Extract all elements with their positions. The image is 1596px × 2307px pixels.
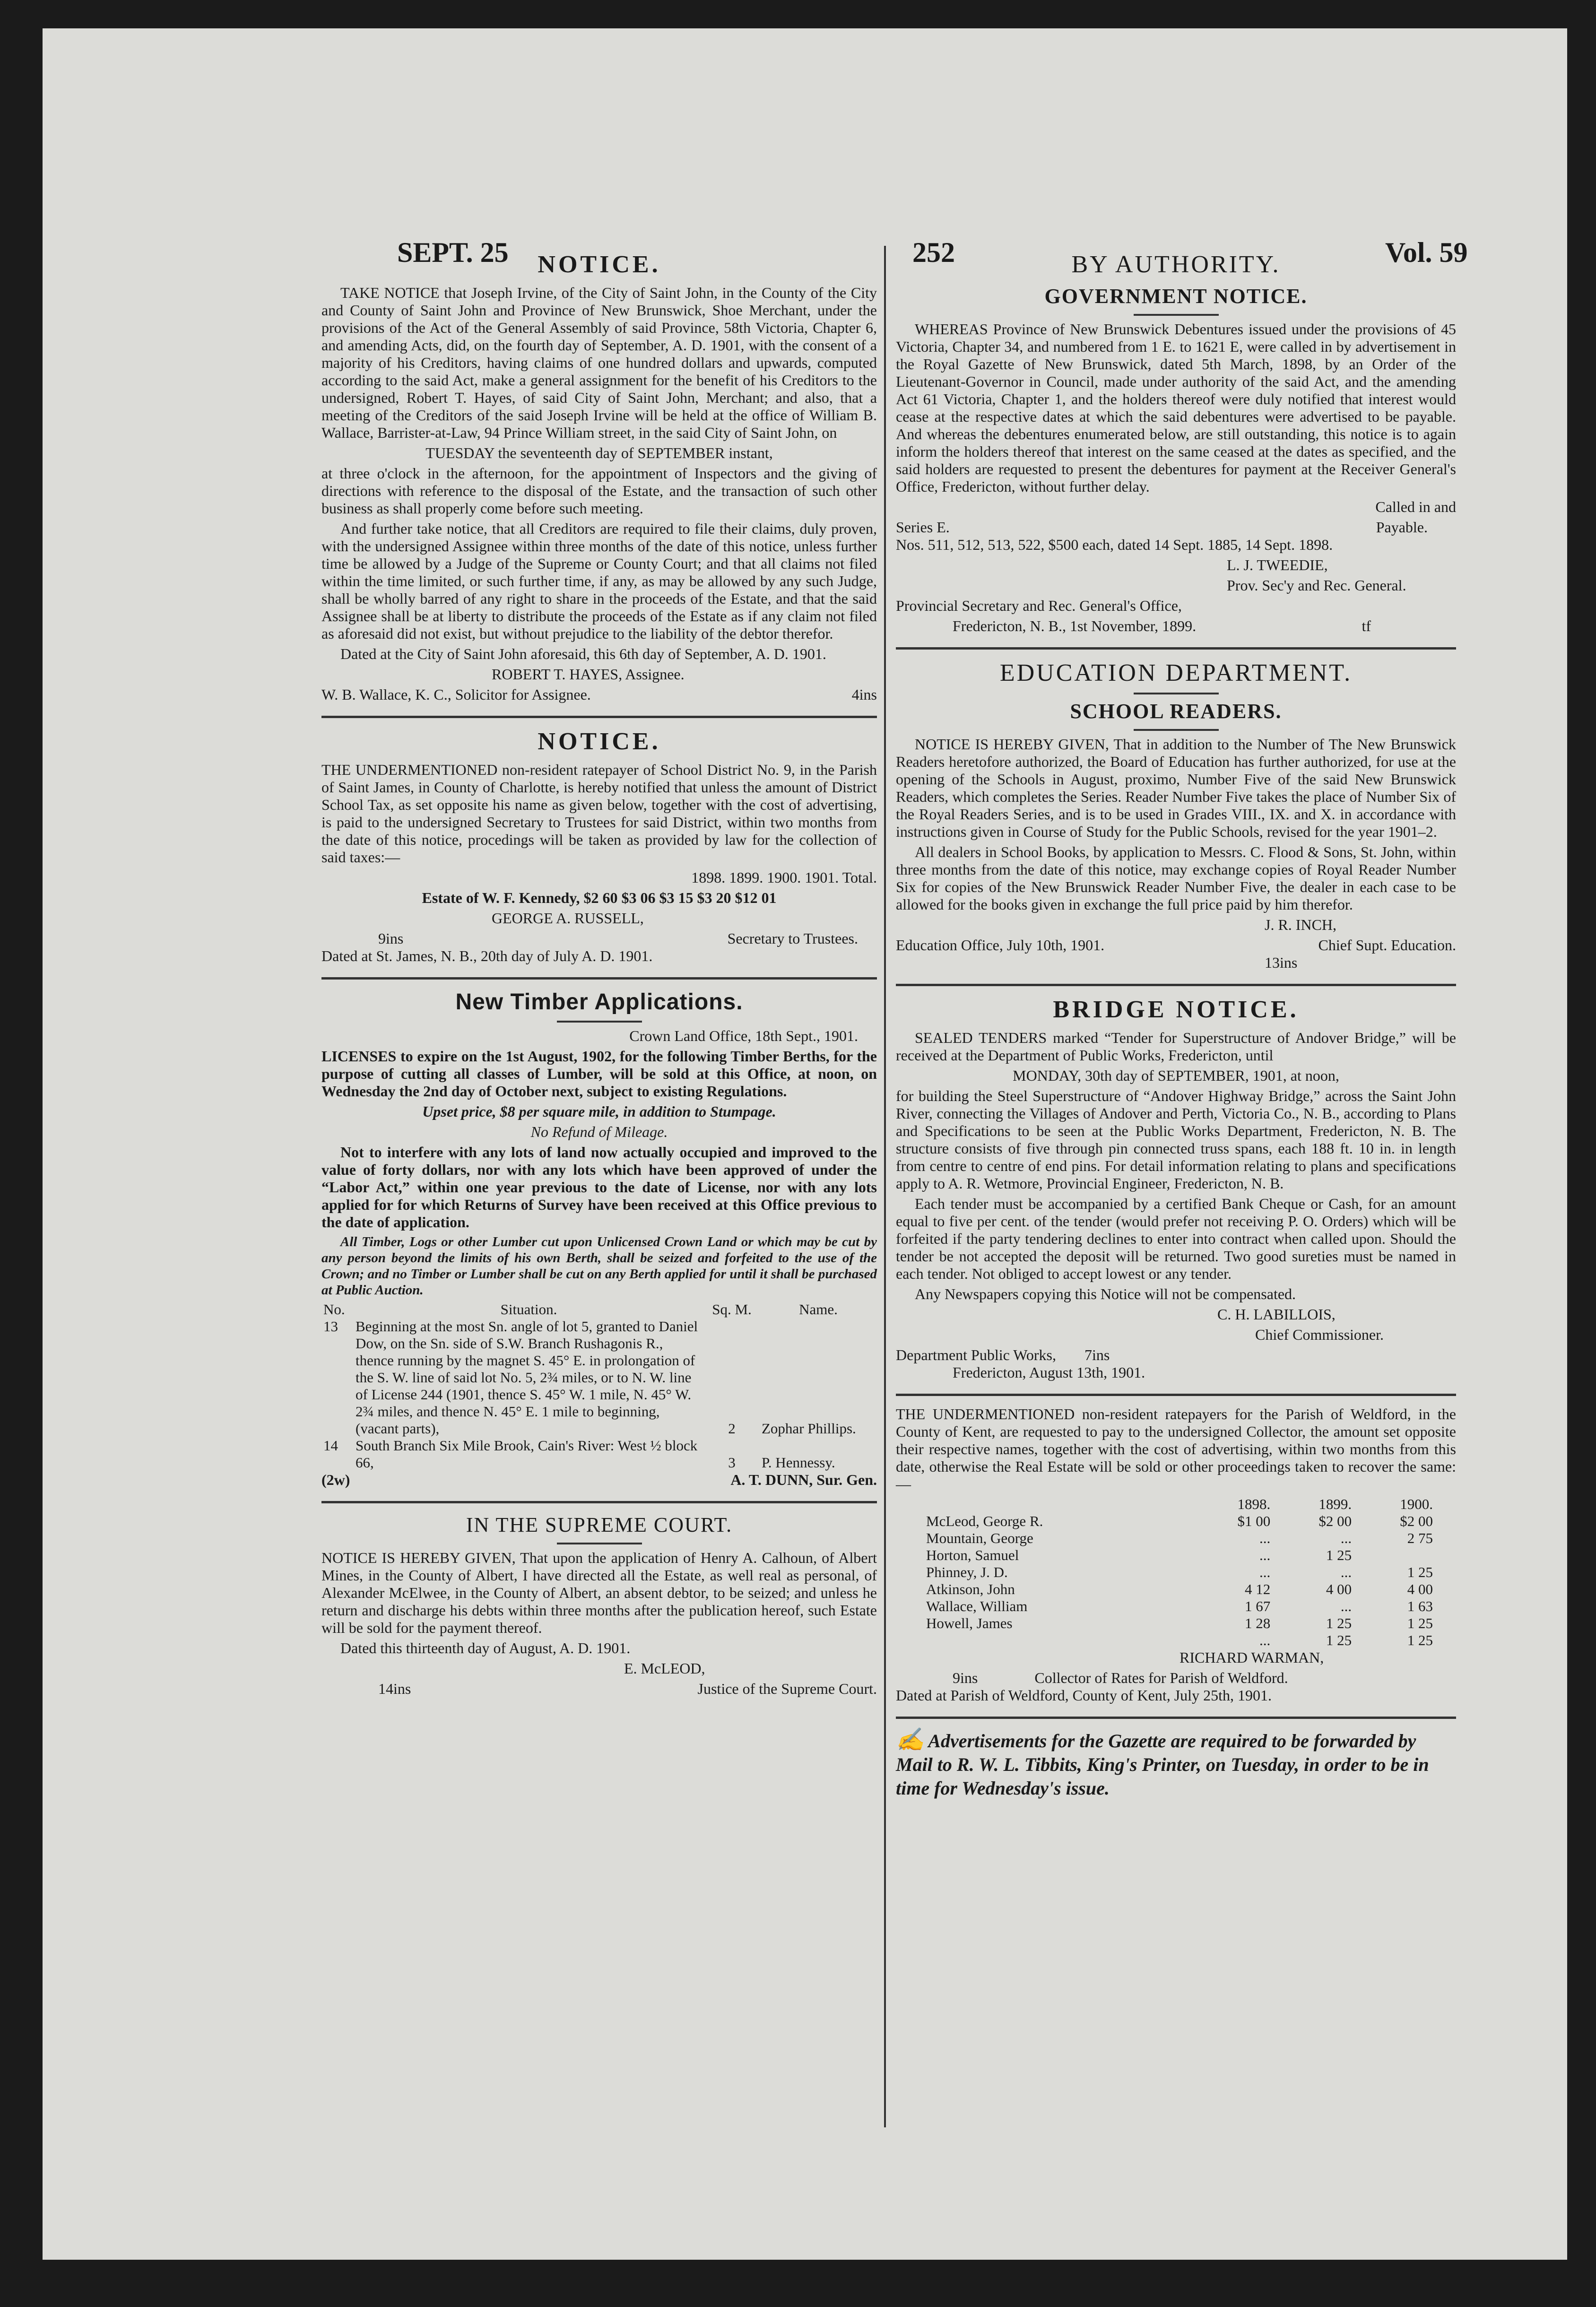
insertion-count: 14ins [378,1680,411,1697]
called-in-label: Called in and [1375,498,1456,515]
timber-paragraph: Not to interfere with any lots of land now actually occupied and improved to the value of forty dollars, nor with any lots which have been approved of under the “Labor Act,” within one year previous to the date of License, nor with any lots applied for for which Returns of Survey have been received at this Office previous to the date of application. [321,1144,877,1231]
court-dated: Dated this thirteenth day of August, A. D. 1901. [340,1639,631,1657]
issue-date: SEPT. 25 [397,237,509,268]
surveyor-general-signature: A. T. DUNN, Sur. Gen. [730,1471,877,1488]
volume-number: Vol. 59 [1385,237,1468,268]
by-authority-heading: BY AUTHORITY. [1071,251,1281,278]
insertion-count: 13ins [1265,954,1298,971]
upset-price: Upset price, $8 per square mile, in addition to Stumpage. [422,1103,776,1120]
blank-cell [924,1496,1191,1513]
column-header: Sq. M. [712,1301,752,1318]
ratepayer-name [924,1632,1191,1649]
heading-rule [557,1543,642,1544]
insertion-count: 9ins [953,1669,978,1686]
column-header: Name. [799,1301,838,1318]
berth-situation: South Branch Six Mile Brook, Cain's River: West ½ block 66, [356,1437,698,1471]
meeting-date: TUESDAY the seventeenth day of SEPTEMBER instant, [425,444,773,461]
rate-1898: ... [1259,1530,1271,1546]
education-notice [896,659,1456,971]
column-divider [884,246,886,2127]
court-heading: IN THE SUPREME COURT. [466,1513,733,1536]
column-header: Situation. [500,1301,557,1318]
insertion-count: 4ins [851,686,877,703]
notice-heading: NOTICE. [538,251,661,278]
debenture-paragraph: WHEREAS Province of New Brunswick Debentures issued under the provisions of 45 Victoria, Chapter 34, and numbered from 1 E. to 1621 E, were called in by advertisement in the Royal Gazette of New Brunswick, dated 5th March, 1898, by an Order of the Lieutenant-Governor in Council, made under authority of the said Act, and the amending Act 61 Victoria, Chapter 1, and the holders thereof were duly notified that interest would cease at the respective dates at which the said debentures were advertised to be payable. And whereas the debentures enumerated below, are still outstanding, this notice is to again inform the holders thereof that interest on the same ceased at the dates as specified, and the said holders are requested to present the debentures for payment at the Receiver General's Office, Fredericton, without further delay. [896,321,1456,495]
ratepayer-name: Atkinson, John [926,1581,1015,1597]
weldford-paragraph: THE UNDERMENTIONED non-resident ratepayers for the Parish of Weldford, in the County of Kent, are requested to pay to the undersigned Collector, the amount set opposite their respective names, together with the cost of advertising, within two months from this date, otherwise the Real Estate will be sold or other proceedings taken to recover the same:— [896,1405,1456,1492]
judge-signature: E. McLEOD, [624,1660,705,1677]
tax-years-header: 1898. 1899. 1900. 1901. Total. [691,869,877,886]
table-row [924,1581,1435,1598]
weldford-rates-notice [896,1405,1456,1704]
commissioner-title: Chief Commissioner. [1255,1326,1384,1343]
payable-label: Payable. [1376,519,1428,536]
table-header-row [321,1301,877,1318]
heading-rule [1134,314,1219,316]
inch-signature: J. R. INCH, [1265,916,1337,933]
rate-1900: 1 25 [1407,1615,1433,1631]
judge-title: Justice of the Supreme Court. [697,1680,877,1697]
table-row [924,1615,1435,1632]
education-paragraph: NOTICE IS HEREBY GIVEN, That in addition to the Number of The New Brunswick Readers heretofore authorized, the Board of Education has further authorized, for use at the opening of the Schools in August, proximo, Number Five of the said New Brunswick Readers, which completes the Series. Reader Number Five takes the place of Number Six of the Royal Readers Series, and is to be used in Grades VIII., IX. and X. in accordance with instructions given in Course of Study for the Public Schools, revised for the year 1901–2. [896,736,1456,840]
insertion-count: tf [1362,617,1371,634]
rate-1898: ... [1259,1632,1271,1648]
rate-1900: 1 25 [1407,1564,1433,1580]
department-line: Department Public Works, [896,1346,1056,1363]
section-divider [896,984,1456,986]
section-divider [321,977,877,980]
notice-dated: Dated at the City of Saint John aforesaid, this 6th day of September, A. D. 1901. [340,645,826,662]
table-row [321,1318,877,1437]
rate-1900: $2 00 [1400,1513,1433,1529]
rate-1899: ... [1340,1564,1352,1580]
pointing-hand-icon: ✍ [896,1727,924,1752]
school-tax-notice [321,728,877,965]
berth-number: 13 [323,1318,338,1335]
table-row [924,1598,1435,1615]
weldford-rates-table [924,1496,1435,1649]
tax-estate-row: Estate of W. F. Kennedy, $2 60 $3 06 $3 15 $3 20 $12 01 [422,889,777,906]
rate-1898: ... [1259,1547,1271,1563]
bridge-notice [896,996,1456,1381]
table-header-row [924,1496,1435,1513]
insertion-count: 9ins [378,930,404,947]
rate-1898: $1 00 [1237,1513,1271,1529]
insertion-count: (2w) [321,1471,350,1488]
collector-signature: RICHARD WARMAN, [1180,1649,1324,1666]
timber-applications [321,989,877,1489]
section-divider [896,1394,1456,1396]
berth-number: 14 [323,1437,338,1454]
ratepayer-name: Mountain, George [926,1530,1033,1546]
berth-applicant: Zophar Phillips. [762,1420,856,1437]
rate-1898: ... [1259,1564,1271,1580]
rate-1899: 1 25 [1326,1547,1352,1563]
rate-1900: 4 00 [1407,1581,1433,1597]
table-row [924,1564,1435,1581]
government-notice-heading: GOVERNMENT NOTICE. [1044,285,1308,308]
rate-1898: 1 28 [1245,1615,1271,1631]
rate-1898: 4 12 [1245,1581,1271,1597]
debenture-numbers: Nos. 511, 512, 513, 522, $500 each, dated 14 Sept. 1885, 14 Sept. 1898. [896,536,1333,553]
bridge-paragraph: for building the Steel Superstructure of “Andover Highway Bridge,” across the Saint John River, connecting the Villages of Andover and Perth, Victoria Co., N. B., according to Plans and Specifications to be seen at the Public Works Department, Fredericton, N. B. The structure consists of five through pin connected truss spans, each 188 ft. 10 in. in length from centre to centre of end pins. For detail information relating to plans and specifications apply to A. R. Wetmore, Provincial Engineer, Fredericton, N. B. [896,1087,1456,1192]
insertion-count: 7ins [1084,1346,1110,1363]
bridge-paragraph: Each tender must be accompanied by a certified Bank Cheque or Cash, for an amount equal to five per cent. of the tender (would prefer not receiving P. O. Orders) which will be forfeited if the party tendering declines to enter into contract when called upon. Should the tender be not accepted the deposit will be returned. Two good sureties must be named in each tender. Not obliged to accept lowest or any tender. [896,1195,1456,1282]
rate-1899: ... [1340,1530,1352,1546]
table-row [924,1513,1435,1530]
solicitor-line: W. B. Wallace, K. C., Solicitor for Assignee. [321,686,591,703]
advertisement-note [896,1728,1456,1800]
education-paragraph: All dealers in School Books, by application to Messrs. C. Flood & Sons, St. John, within three months from the date of this notice, may exchange copies of Royal Reader Number Six for copies of the New Brunswick Reader Number Five, the dealer in each case to be allowed for the books given in exchange the full price paid by him therefor. [896,843,1456,913]
no-refund: No Refund of Mileage. [530,1123,668,1140]
rate-1900: 2 75 [1407,1530,1433,1546]
notice-paragraph: THE UNDERMENTIONED non-resident ratepayer of School District No. 9, in the Parish of Saint James, in County of Charlotte, is hereby notified that unless the amount of District School Tax, as set opposite his name as given below, together with the cost of advertising, is paid to the undersigned Secretary to Trustees for said District, within two months from the date of this notice, procedings will be taken as provided by law for the collection of said taxes:— [321,761,877,866]
notice-paragraph: at three o'clock in the afternoon, for the appointment of Inspectors and the giving of directions with reference to the disposal of the Estate, and the transaction of such other business as shall properly come before such meeting. [321,465,877,517]
section-divider [321,716,877,718]
heading-rule [1134,693,1219,694]
education-heading: EDUCATION DEPARTMENT. [999,659,1353,686]
office-line: Provincial Secretary and Rec. General's Office, [896,597,1182,614]
year-header: 1899. [1318,1496,1352,1512]
bridge-paragraph: SEALED TENDERS marked “Tender for Superstructure of Andover Bridge,” will be received at the Department of Public Works, Fredericton, until [896,1029,1456,1064]
right-column [896,246,1456,1812]
rate-1899: ... [1340,1598,1352,1614]
berth-applicant: P. Hennessy. [762,1454,835,1471]
table-row [321,1437,877,1471]
assignee-signature: ROBERT T. HAYES, Assignee. [492,666,685,683]
bridge-paragraph: Any Newspapers copying this Notice will not be compensated. [915,1285,1296,1302]
rate-1900: 1 25 [1407,1632,1433,1648]
rate-1899: 4 00 [1326,1581,1352,1597]
notice-dated: Dated at St. James, N. B., 20th day of July A. D. 1901. [321,947,653,964]
ratepayer-name: Horton, Samuel [926,1547,1019,1563]
rate-1899: 1 25 [1326,1615,1352,1631]
year-header: 1900. [1400,1496,1433,1512]
rate-1900 [1353,1547,1435,1564]
notice-dated: Dated at Parish of Weldford, County of Kent, July 25th, 1901. [896,1687,1272,1704]
left-column [321,246,877,1709]
heading-rule [1134,729,1219,731]
column-header: No. [323,1301,345,1318]
timber-warning: All Timber, Logs or other Lumber cut upon Unlicensed Crown Land or which may be cut by any person beyond the limits of his own Berth, shall be seized and forfeited to the use of the Crown; and no Timber or Lumber shall be cut on any Berth applied for until it shall be purchased at Public Auction. [321,1234,877,1298]
berth-situation: Beginning at the most Sn. angle of lot 5, granted to Daniel Dow, on the Sn. side of S.W. Branch Rushagonis R., thence running by the magnet S. 45° E. in prolongation of the S. W. line of said lot No. 5, 2¾ miles, or to N. W. line of License 244 (1901, thence S. 45° W. 1 mile, N. 45° W. 2¾ miles, and thence N. 45° E. 1 mile to beginning, (vacant parts), [356,1318,698,1437]
supreme-court-notice [321,1513,877,1698]
heading-rule [557,1021,642,1023]
notice-paragraph: TAKE NOTICE that Joseph Irvine, of the City of Saint John, in the County of the City and County of Saint John and Province of New Brunswick, Shoe Merchant, under the provisions of the Act of the General Assembly of said Province, 58th Victoria, Chapter 6, and amending Acts, did, on the fourth day of September, A. D. 1901, with the consent of a majority of his Creditors, having claims of one hundred dollars and upwards, computed according to the said Act, make a general assignment for the benefit of his Creditors to the undersigned, Robert T. Hayes, of said City of Saint John, Merchant; and also, that a meeting of the Creditors of the said Joseph Irvine will be held at the office of William B. Wallace, Barrister-at-Law, 94 Prince William street, in the said City of Saint John, on [321,284,877,441]
ratepayer-name: McLeod, George R. [926,1513,1043,1529]
secretary-title: Prov. Sec'y and Rec. General. [1227,577,1406,594]
education-office-dated: Education Office, July 10th, 1901. [896,937,1105,954]
irvine-assignment-notice [321,251,877,703]
collector-title: Collector of Rates for Parish of Weldford. [1034,1669,1288,1686]
notice-heading: NOTICE. [538,728,661,755]
section-divider [896,647,1456,650]
rate-1898: 1 67 [1245,1598,1271,1614]
notice-dated: Fredericton, August 13th, 1901. [953,1364,1145,1381]
rate-1900: 1 63 [1407,1598,1433,1614]
timber-paragraph: LICENSES to expire on the 1st August, 1902, for the following Timber Berths, for the purpose of cutting all classes of Lumber, will be sold at this Office, at noon, on Wednesday the 2nd day of October next, subject to existing Regulations. [321,1048,877,1100]
table-row [924,1547,1435,1564]
ratepayer-name: Wallace, William [926,1598,1028,1614]
timber-heading: New Timber Applications. [455,989,743,1015]
secretary-signature: GEORGE A. RUSSELL, [492,910,644,927]
government-notice [896,251,1456,635]
series-label: Series E. [896,519,950,536]
crown-land-office: Crown Land Office, 18th Sept., 1901. [629,1027,858,1044]
school-readers-heading: SCHOOL READERS. [1070,700,1282,723]
secretary-title: Secretary to Trustees. [727,930,858,947]
rate-1899: $2 00 [1318,1513,1352,1529]
page-number: 252 [912,237,955,268]
ratepayer-name: Phinney, J. D. [926,1564,1008,1580]
advertisement-text: Advertisements for the Gazette are required to be forwarded by Mail to R. W. L. Tibbits, King's Printer, on Tuesday, in order to be in time for Wednesday's issue. [896,1730,1429,1799]
tender-deadline: MONDAY, 30th day of SEPTEMBER, 1901, at noon, [1013,1067,1339,1084]
table-row [924,1632,1435,1649]
berth-sq-miles: 3 [728,1454,736,1471]
section-divider [896,1717,1456,1719]
notice-paragraph: And further take notice, that all Creditors are required to file their claims, duly proven, with the undersigned Assignee within three months of the date of this notice, unless further time be allowed by a Judge of the Supreme or County Court; and that all claims not filed within the time limited, or such further time, if any, as may be allowed by any such Judge, shall be wholly barred of any right to share in the proceeds of the Estate, and that the said Assignee shall be at liberty to distribute the proceeds of the Estate as if any claim not filed as aforesaid did not exist, but without prejudice to the liability of the debtor therefor. [321,520,877,642]
inch-title: Chief Supt. Education. [1318,937,1456,954]
secretary-signature: L. J. TWEEDIE, [1227,556,1328,573]
section-divider [321,1501,877,1503]
year-header: 1898. [1237,1496,1271,1512]
table-row [924,1530,1435,1547]
berth-sq-miles: 2 [728,1420,736,1437]
ratepayer-name: Howell, James [926,1615,1013,1631]
notice-dated: Fredericton, N. B., 1st November, 1899. [953,617,1197,634]
bridge-heading: BRIDGE NOTICE. [1053,996,1299,1023]
timber-berths-table [321,1301,877,1471]
court-paragraph: NOTICE IS HEREBY GIVEN, That upon the application of Henry A. Calhoun, of Albert Mines, in the County of Albert, I have directed all the Estate, as well real as personal, of Alexander McElwee, in the County of Albert, an absent debtor, to be seized; and unless he return and discharge his debts within three months after the publication hereof, such Estate will be sold for the payment thereof. [321,1549,877,1636]
rate-1899: 1 25 [1326,1632,1352,1648]
commissioner-signature: C. H. LABILLOIS, [1217,1306,1336,1323]
